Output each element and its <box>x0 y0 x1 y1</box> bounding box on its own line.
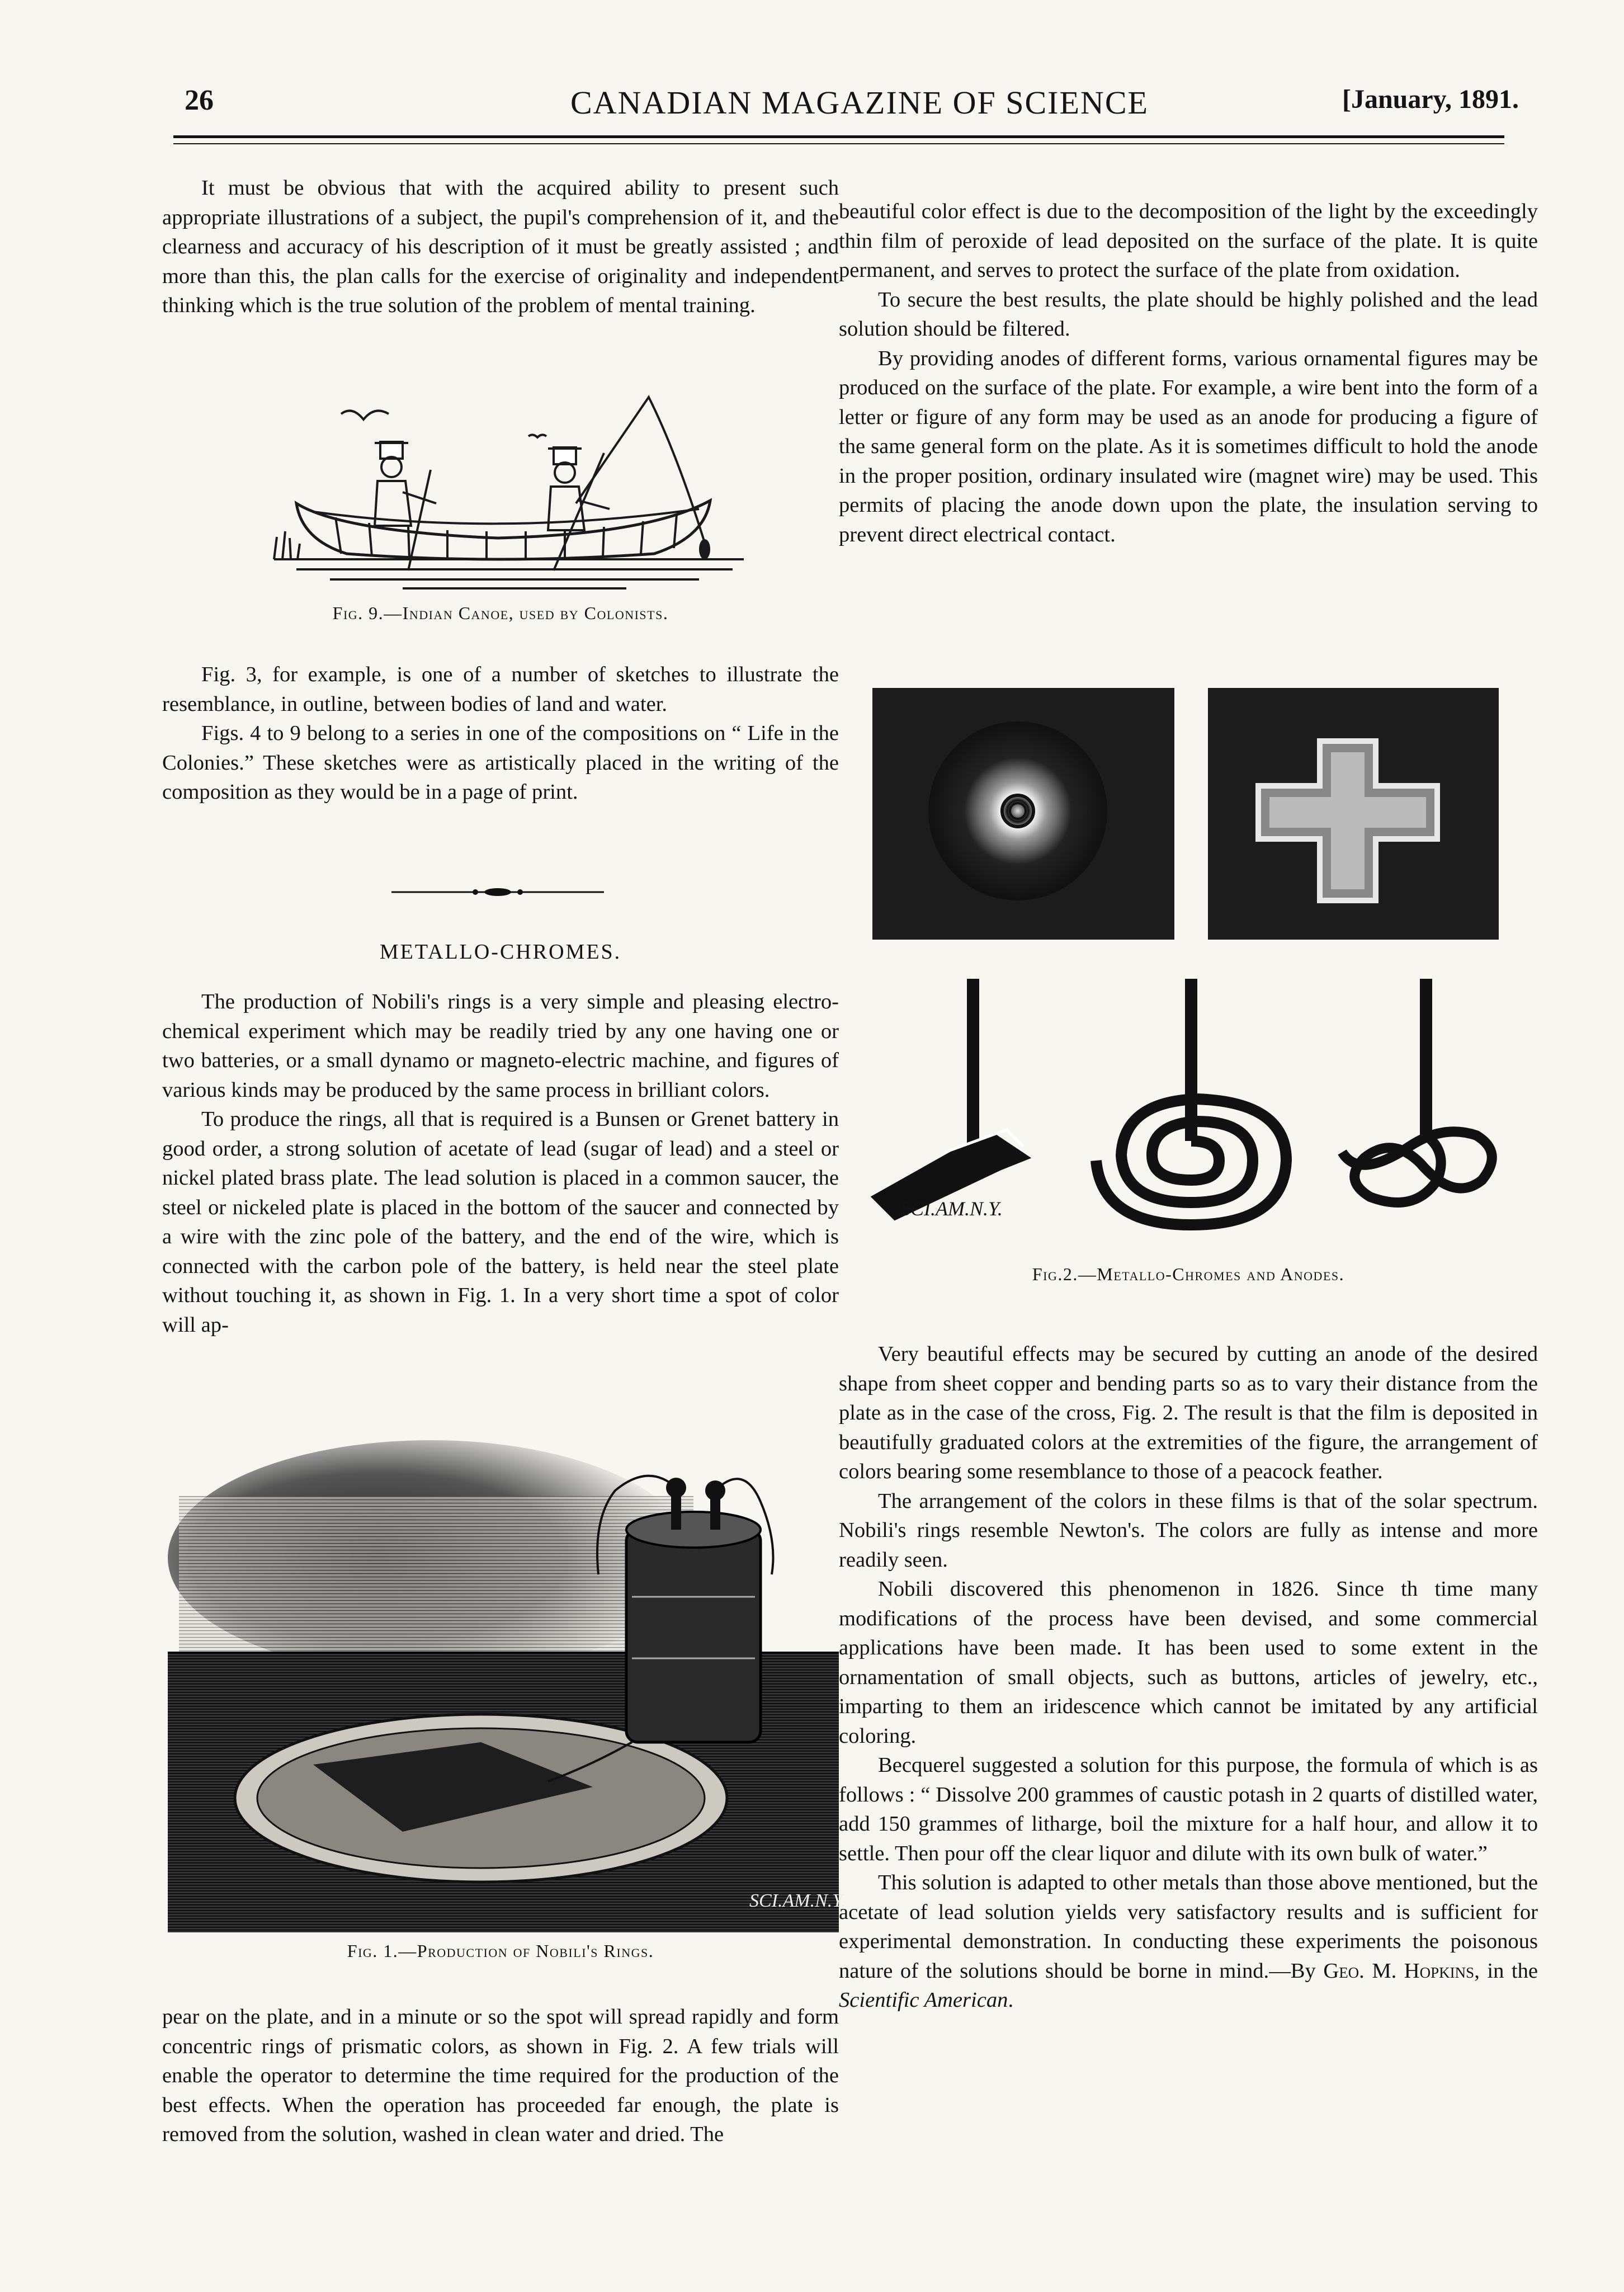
paragraph-fig3: Fig. 3, for example, is one of a number of sketches to illustrate the resemblance, in outline, between bodies of land and water. <box>162 663 839 716</box>
header-rule <box>173 135 1504 138</box>
indian-canoe-illustration <box>263 392 755 598</box>
paragraph-spot-spreads: pear on the plate, and in a minute or so the spot will spread rapidly and form concentric rings of prismatic colors, as shown in Fig. 2. A few trials will enable the operator to determine the time required for the production of the best effects. When the operation has proceeded far enough, the plate is removed from the solution, washed in clean water and dried. The <box>162 2005 839 2146</box>
paragraph-nobili-intro: The production of Nobili's rings is a very simple and pleasing electro-chemical experiment which may be readily tried by any one having one or two batteries, or a small dynamo or magneto-electric machine, and figures of various kinds may be produced by the same process in brilliant colors. <box>162 990 839 1102</box>
ornament-divider <box>391 884 604 900</box>
section-heading: METALLO-CHROMES. <box>379 940 622 964</box>
engraver-signature: SCI.AM.N.Y. <box>749 1890 846 1911</box>
fig2-caption: Fig.2.—Metallo-Chromes and Anodes. <box>1032 1264 1345 1284</box>
paragraph-nobili-1826: Nobili discovered this phenomenon in 1826. Since th time many modifications of the process have been devised, and some commercial applications have been made. It has been used to some extent in the ornamentation of small objects, such as buttons, articles of jewelry, etc., imparting to them an iridescence which cannot be imitated by any artificial coloring. <box>839 1577 1538 1748</box>
right-column-top <box>839 197 1538 549</box>
source-publication: Scientific American <box>839 1988 1008 2012</box>
anode-engraver-signature: SCI.AM.N.Y. <box>900 1197 1003 1220</box>
fig1-caption: Fig. 1.—Production of Nobili's Rings. <box>347 1941 654 1961</box>
magazine-title: CANADIAN MAGAZINE OF SCIENCE <box>570 84 1149 121</box>
author-name: Geo. M. Hopkins <box>1323 1959 1475 1983</box>
paragraph-conclusion <box>839 1868 1538 2015</box>
paragraph-color-effect: beautiful color effect is due to the decomposition of the light by the exceedingly thin film of peroxide of lead deposited on the surface of the plate. It is quite permanent, and serves to protect the surface of the plate from oxidation. <box>839 200 1538 282</box>
fig9-caption: Fig. 9.—Indian Canoe, used by Colonists. <box>332 603 669 623</box>
header-rule-thin <box>173 143 1504 144</box>
left-column-mid <box>162 660 839 807</box>
paragraph-figs-4-9: Figs. 4 to 9 belong to a series in one of the compositions on “ Life in the Colonies.” These sketches were as artistically placed in the writing of the composition as they would be in a page of print. <box>162 721 839 804</box>
left-column-bottom <box>162 2002 839 2149</box>
paragraph-best-results: To secure the best results, the plate should be highly polished and the lead solution should be filtered. <box>839 287 1538 341</box>
paragraph-becquerel: Becquerel suggested a solution for this purpose, the formula of which is as follows : “ Dissolve 200 grammes of caustic potash in 2 quarts of distilled water, add 150 grammes of litharge, boil the mixture for a half hour, and allow it to settle. Then pour off the clear liquor and dilute with its own bulk of water.” <box>839 1753 1538 1865</box>
paragraph-produce-rings: To produce the rings, all that is required is a Bunsen or Grenet battery in good order, a strong solution of acetate of lead (sugar of lead) and a steel or nickel plated brass plate. The lead solution is placed in a common saucer, the steel or nickeled plate is placed in the bottom of the saucer and connected by a wire with the zinc pole of the battery, and the end of the wire, which is connected with the carbon pole of the battery, is held near the steel plate without touching it, as shown in Fig. 1. In a very short time a spot of color will ap- <box>162 1107 839 1337</box>
metallo-chrome-plates-illustration <box>872 688 1499 940</box>
issue-date: [January, 1891. <box>1342 84 1519 114</box>
paragraph-solar-spectrum: The arrangement of the colors in these films is that of the solar spectrum. Nobili's rings resemble Newton's. The colors are fully as intense and more readily seen. <box>839 1489 1538 1572</box>
left-column-top <box>162 173 839 320</box>
right-column-body <box>839 1340 1538 2015</box>
conclusion-join: , in the <box>1474 1959 1538 1983</box>
conclusion-end: . <box>1008 1988 1014 2012</box>
page-number: 26 <box>185 84 214 116</box>
conclusion-text: This solution is adapted to other metals than those above mentioned, but the acetate of lead solution yields very satisfactory results and is sufficient for experimental demonstration. In conducting these experiments the poisonous nature of the solutions should be borne in mind.—By <box>839 1871 1538 1983</box>
nobili-rings-apparatus-illustration <box>168 1429 839 1932</box>
paragraph-anodes: By providing anodes of different forms, various ornamental figures may be produced on the surface of the plate. For example, a wire bent into the form of a letter or figure of any form may be used as an anode for producing a figure of the same general form on the plate. As it is sometimes difficult to hold the anode in the proper position, ordinary insulated wire (magnet wire) may be used. This permits of placing the anode down upon the plate, the insulation serving to prevent direct electrical contact. <box>839 346 1538 546</box>
left-column-body <box>162 987 839 1340</box>
paragraph-beautiful-effects: Very beautiful effects may be secured by cutting an anode of the desired shape from sheet copper and bending parts so as to vary their distance from the plate as in the case of the cross, Fig. 2. The result is that the film is deposited in beautifully graduated colors at the extremities of the figure, the arrangement of colors bearing some resemblance to those of a peacock feather. <box>839 1342 1538 1483</box>
paragraph-illustrations: It must be obvious that with the acquired ability to present such appropriate illustrations of a subject, the pupil's comprehension of it, and the clearness and accuracy of his description of it must be greatly assisted ; and more than this, the plan calls for the exercise of originality and independent thinking which is the true solution of the problem of mental training. <box>162 176 839 317</box>
